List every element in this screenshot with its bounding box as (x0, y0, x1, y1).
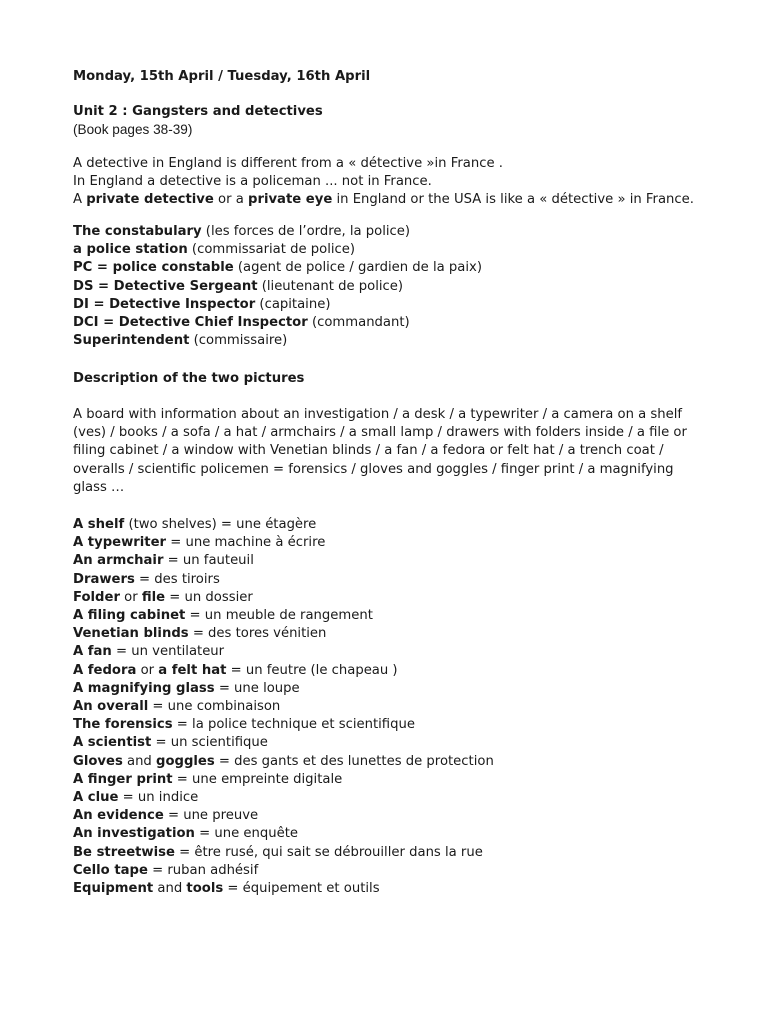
book-pages: (Book pages 38-39) (73, 122, 193, 137)
ranks-list (73, 223, 728, 350)
vocab-item: An evidence = une preuve (73, 808, 259, 824)
intro-paragraph (73, 155, 728, 210)
rank-item: DS = Detective Sergeant (lieutenant de police) (73, 278, 404, 294)
rank-item: The constabulary (les forces de l’ordre, la police) (73, 224, 411, 239)
description-heading: Description of the two pictures (73, 371, 305, 386)
vocabulary-list (73, 516, 728, 898)
unit-title: Unit 2 : Gangsters and detectives (73, 104, 323, 119)
vocab-item: An overall = une combinaison (73, 699, 281, 715)
description-paragraph: A board with information about an investigation / a desk / a typewriter / a camera on a shelf (ves) / books / a sofa / a hat / armchairs / a small lamp / drawers with folders inside / a file or filing cabinet / a window with Venetian blinds / a fan / a fedora or felt hat / a trench coat / overalls / scientific policemen = forensics / gloves and goggles / finger print / a magnifying glass … (73, 407, 687, 495)
vocab-item: A finger print = une empreinte digitale (73, 771, 343, 787)
intro-line-1: A detective in England is different from a « détective »in France . (73, 156, 503, 171)
vocab-item: Gloves and goggles = des gants et des lunettes de protection (73, 753, 494, 769)
vocab-item: A filing cabinet = un meuble de rangement (73, 608, 373, 624)
intro-line-2: In England a detective is a policeman ... not in France. (73, 174, 432, 190)
vocab-item: An investigation = une enquête (73, 826, 298, 842)
date-line: Monday, 15th April / Tuesday, 16th April (73, 69, 371, 84)
rank-item: DI = Detective Inspector (capitaine) (73, 296, 331, 312)
vocab-item: A magnifying glass = une loupe (73, 680, 300, 696)
vocab-item: An armchair = un fauteuil (73, 553, 254, 569)
vocab-item: A clue = un indice (73, 790, 199, 806)
vocab-item: Folder or file = un dossier (73, 589, 253, 605)
vocab-item: Cello tape = ruban adhésif (73, 862, 259, 878)
rank-item: DCI = Detective Chief Inspector (commandant) (73, 315, 410, 331)
intro-line-3: A private detective or a private eye in England or the USA is like a « détective » in France. (73, 192, 694, 208)
vocab-item: Drawers = des tiroirs (73, 571, 220, 587)
rank-item: a police station (commissariat de police) (73, 242, 356, 258)
vocab-item: A typewriter = une machine à écrire (73, 535, 326, 551)
vocab-item: Equipment and tools = équipement et outils (73, 881, 380, 897)
vocab-item: Venetian blinds = des tores vénitien (73, 626, 327, 642)
vocab-item: A scientist = un scientifique (73, 735, 268, 751)
rank-item: PC = police constable (agent de police / gardien de la paix) (73, 260, 482, 276)
rank-item: Superintendent (commissaire) (73, 333, 288, 349)
vocab-item: A fan = un ventilateur (73, 644, 225, 660)
vocab-item: Be streetwise = être rusé, qui sait se débrouiller dans la rue (73, 844, 483, 860)
vocab-item: A fedora or a felt hat = un feutre (le chapeau ) (73, 662, 398, 678)
vocab-item: The forensics = la police technique et scientifique (73, 717, 415, 733)
vocab-item: A shelf (two shelves) = une étagère (73, 517, 317, 532)
